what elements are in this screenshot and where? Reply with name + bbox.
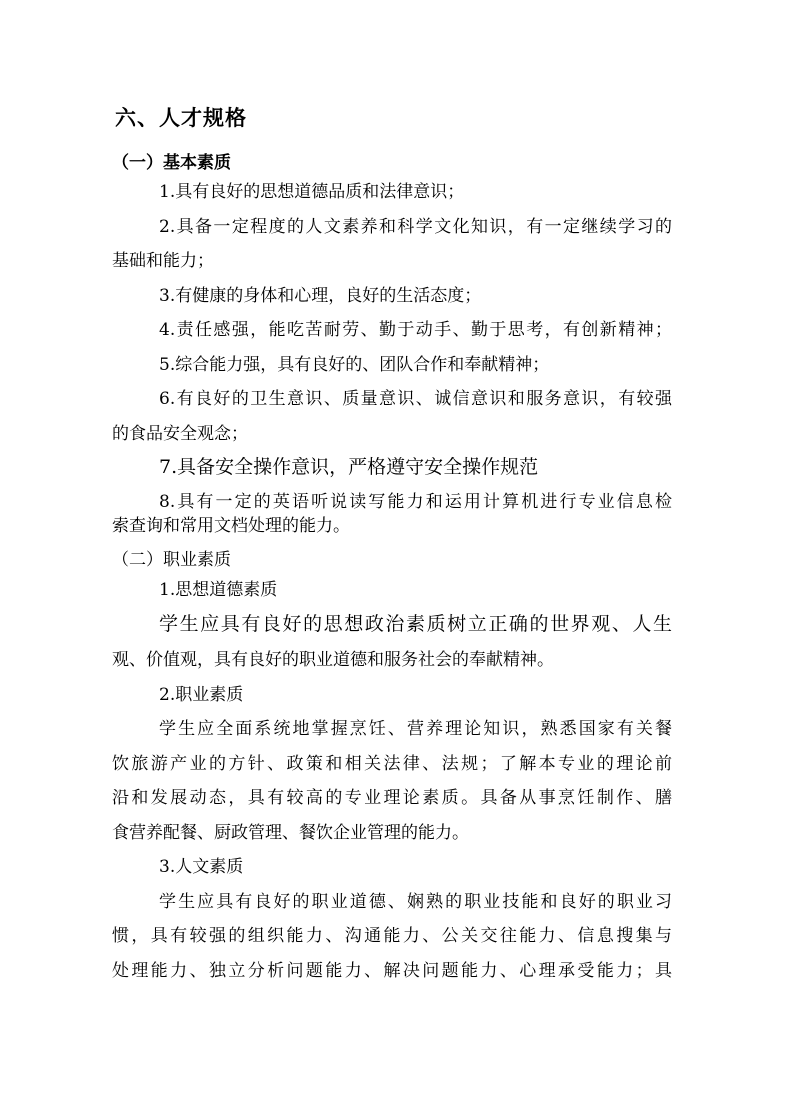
sub2-line-2: 饮旅游产业的方针、政策和相关法律、法规；了解本专业的理论前 <box>112 754 672 774</box>
subsection-title-basic: （一）基本素质 <box>112 153 231 173</box>
item-7: 7.具备安全操作意识，严格遵守安全操作规范 <box>159 456 539 478</box>
sub1-line-2: 观、价值观，具有良好的职业道德和服务社会的奉献精神。 <box>112 650 554 670</box>
section-heading: 六、人才规格 <box>115 106 247 130</box>
item-3: 3.有健康的身体和心理，良好的生活态度； <box>159 286 482 306</box>
subsection-title-professional: （二）职业素质 <box>112 550 231 570</box>
sub3-title: 3.人文素质 <box>159 857 244 877</box>
sub2-line-1: 学生应全面系统地掌握烹饪、营养理论知识，熟悉国家有关餐 <box>159 719 672 739</box>
item-8-line-1: 8.具有一定的英语听说读写能力和运用计算机进行专业信息检 <box>159 492 672 512</box>
sub1-line-1: 学生应具有良好的思想政治素质树立正确的世界观、人生 <box>159 613 672 635</box>
sub2-title: 2.职业素质 <box>159 685 244 705</box>
sub3-line-2: 惯，具有较强的组织能力、沟通能力、公关交往能力、信息搜集与 <box>112 926 672 946</box>
item-2-line-1: 2.具备一定程度的人文素养和科学文化知识，有一定继续学习的 <box>159 217 672 237</box>
item-4: 4.责任感强，能吃苦耐劳、勤于动手、勤于思考，有创新精神； <box>159 320 672 340</box>
item-1: 1.具有良好的思想道德品质和法律意识； <box>159 182 465 202</box>
sub1-title: 1.思想道德素质 <box>159 580 278 600</box>
item-8-line-2: 索查询和常用文档处理的能力。 <box>112 516 350 536</box>
sub2-line-3: 沿和发展动态，具有较高的专业理论素质。具备从事烹饪制作、膳 <box>112 788 672 808</box>
item-2-line-2: 基础和能力； <box>112 251 214 271</box>
sub2-line-4: 食营养配餐、厨政管理、餐饮企业管理的能力。 <box>112 823 469 843</box>
item-6-line-1: 6.有良好的卫生意识、质量意识、诚信意识和服务意识，有较强 <box>159 389 672 409</box>
sub3-line-3: 处理能力、独立分析问题能力、解决问题能力、心理承受能力；具 <box>112 961 672 981</box>
item-5: 5.综合能力强，具有良好的、团队合作和奉献精神； <box>159 355 550 375</box>
item-6-line-2: 的食品安全观念； <box>112 424 248 444</box>
sub3-line-1: 学生应具有良好的职业道德、娴熟的职业技能和良好的职业习 <box>159 892 672 912</box>
